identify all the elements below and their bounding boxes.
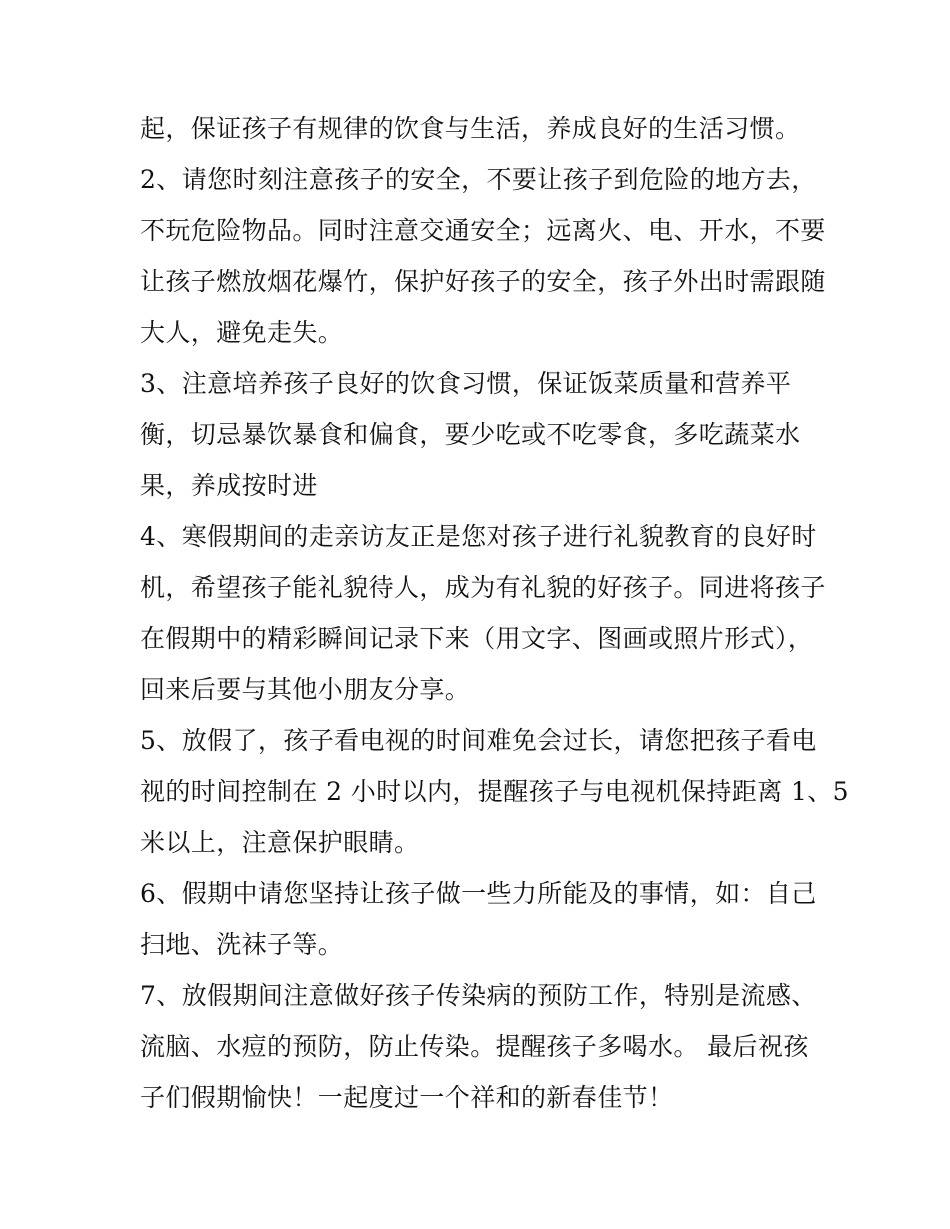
document-body xyxy=(140,103,849,1123)
text-line: 5、放假了，孩子看电视的时间难免会过长，请您把孩子看电 xyxy=(140,726,817,755)
text-line: 大人，避免走失。 xyxy=(140,318,344,347)
text-line: 回来后要与其他小朋友分享。 xyxy=(140,675,471,704)
text-line: 起，保证孩子有规律的饮食与生活，养成良好的生活习惯。 xyxy=(140,114,801,143)
text-line: 子们假期愉快！一起度过一个祥和的新春佳节！ xyxy=(140,1083,674,1112)
text-line: 让孩子燃放烟花爆竹，保护好孩子的安全，孩子外出时需跟随 xyxy=(140,267,826,296)
text-line: 流脑、水痘的预防，防止传染。提醒孩子多喝水。 最后祝孩 xyxy=(140,1032,809,1061)
text-line: 米以上，注意保护眼睛。 xyxy=(140,828,420,857)
text-line: 机，希望孩子能礼貌待人，成为有礼貌的好孩子。同进将孩子 xyxy=(140,573,826,602)
text-line: 扫地、洗袜子等。 xyxy=(140,930,344,959)
text-line: 果，养成按时进 xyxy=(140,471,318,500)
text-line: 不玩危险物品。同时注意交通安全；远离火、电、开水，不要 xyxy=(140,216,826,245)
text-line: 7、放假期间注意做好孩子传染病的预防工作，特别是流感、 xyxy=(140,981,817,1010)
text-line: 6、假期中请您坚持让孩子做一些力所能及的事情，如：自己 xyxy=(140,879,817,908)
text-line: 3、注意培养孩子良好的饮食习惯，保证饭菜质量和营养平 xyxy=(140,369,792,398)
text-line: 衡，切忌暴饮暴食和偏食，要少吃或不吃零食，多吃蔬菜水 xyxy=(140,420,801,449)
text-line: 在假期中的精彩瞬间记录下来（用文字、图画或照片形式）， xyxy=(140,624,814,653)
text-line: 4、寒假期间的走亲访友正是您对孩子进行礼貌教育的良好时 xyxy=(140,522,817,551)
text-line: 2、请您时刻注意孩子的安全，不要让孩子到危险的地方去， xyxy=(140,165,817,194)
text-line: 视的时间控制在 2 小时以内，提醒孩子与电视机保持距离 1、5 xyxy=(140,777,849,806)
